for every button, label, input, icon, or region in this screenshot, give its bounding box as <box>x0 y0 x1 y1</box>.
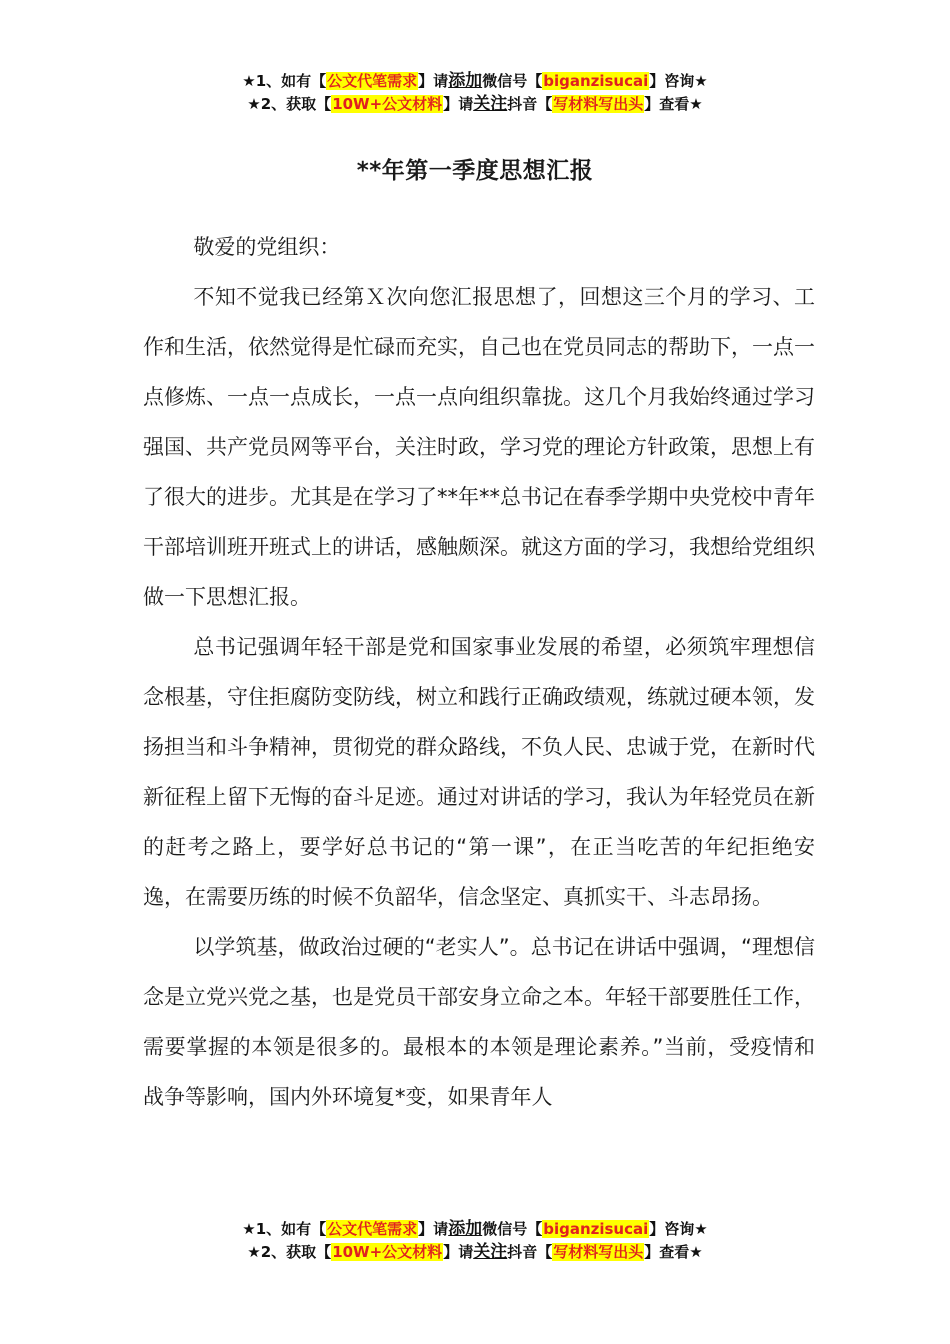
banner-text: ★1、如有【 <box>242 1220 327 1238</box>
banner-text: 抖音【 <box>507 95 553 113</box>
banner-text: ★2、获取【 <box>247 95 332 113</box>
highlight-materials: 10W+公文材料 <box>332 95 443 113</box>
highlight-ghostwriting: 公文代笔需求 <box>327 72 418 90</box>
banner-text: ★1、如有【 <box>242 72 327 90</box>
highlight-materials: 10W+公文材料 <box>332 1243 443 1261</box>
banner-emphasis: 添加 <box>448 1219 483 1239</box>
banner-text: 】查看★ <box>644 95 703 113</box>
paragraph: 不知不觉我已经第Ｘ次向您汇报思想了，回想这三个月的学习、工作和生活，依然觉得是忙碌而充实，自己也在党员同志的帮助下，一点一点修炼、一点一点成长，一点一点向组织靠拢。这几个月我始终通过学习强国、共产党员网等平台，关注时政，学习党的理论方针政策，思想上有了很大的进步。尤其是在学习了**年**总书记在春季学期中央党校中青年干部培训班开班式上的讲话，感触颇深。就这方面的学习，我想给党组织做一下思想汇报。 <box>143 285 815 609</box>
banner-line-1 <box>0 70 950 93</box>
banner-line-1 <box>0 1218 950 1241</box>
banner-text: 】请 <box>418 1220 449 1238</box>
salutation: 敬爱的党组织： <box>193 235 341 259</box>
highlight-douyin-account: 写材料写出头 <box>553 95 644 113</box>
banner-text: 】查看★ <box>644 1243 703 1261</box>
highlight-ghostwriting: 公文代笔需求 <box>327 1220 418 1238</box>
banner-text: ★2、获取【 <box>247 1243 332 1261</box>
banner-emphasis: 关注 <box>473 94 508 114</box>
banner-line-2 <box>0 1241 950 1264</box>
footer-banner <box>0 1218 950 1264</box>
highlight-douyin-account: 写材料写出头 <box>553 1243 644 1261</box>
banner-emphasis: 关注 <box>473 1242 508 1262</box>
paragraph: 总书记强调年轻干部是党和国家事业发展的希望，必须筑牢理想信念根基，守住拒腐防变防线，树立和践行正确政绩观，练就过硬本领，发扬担当和斗争精神，贯彻党的群众路线，不负人民、忠诚于党，在新时代新征程上留下无悔的奋斗足迹。通过对讲话的学习，我认为年轻党员在新的赶考之路上，要学好总书记的“第一课”，在正当吃苦的年纪拒绝安逸，在需要历练的时候不负韶华，信念坚定、真抓实干、斗志昂扬。 <box>143 635 815 909</box>
header-banner <box>0 70 950 116</box>
document-body <box>143 222 815 1122</box>
banner-text: 】请 <box>443 95 474 113</box>
banner-text: 微信号【 <box>482 1220 543 1238</box>
paragraph: 以学筑基，做政治过硬的“老实人”。总书记在讲话中强调，“理想信念是立党兴党之基，也是党员干部安身立命之本。年轻干部要胜任工作，需要掌握的本领是很多的。最根本的本领是理论素养。”当前，受疫情和战争等影响，国内外环境复*变，如果青年人 <box>143 935 815 1109</box>
banner-line-2 <box>0 93 950 116</box>
highlight-wechat-id: biganzisucai <box>543 72 649 90</box>
banner-text: 抖音【 <box>507 1243 553 1261</box>
banner-text: 】咨询★ <box>649 1220 708 1238</box>
banner-text: 】咨询★ <box>649 72 708 90</box>
document-title: **年第一季度思想汇报 <box>356 158 594 184</box>
banner-emphasis: 添加 <box>448 71 483 91</box>
banner-text: 微信号【 <box>482 72 543 90</box>
banner-text: 】请 <box>418 72 449 90</box>
banner-text: 】请 <box>443 1243 474 1261</box>
highlight-wechat-id: biganzisucai <box>543 1220 649 1238</box>
